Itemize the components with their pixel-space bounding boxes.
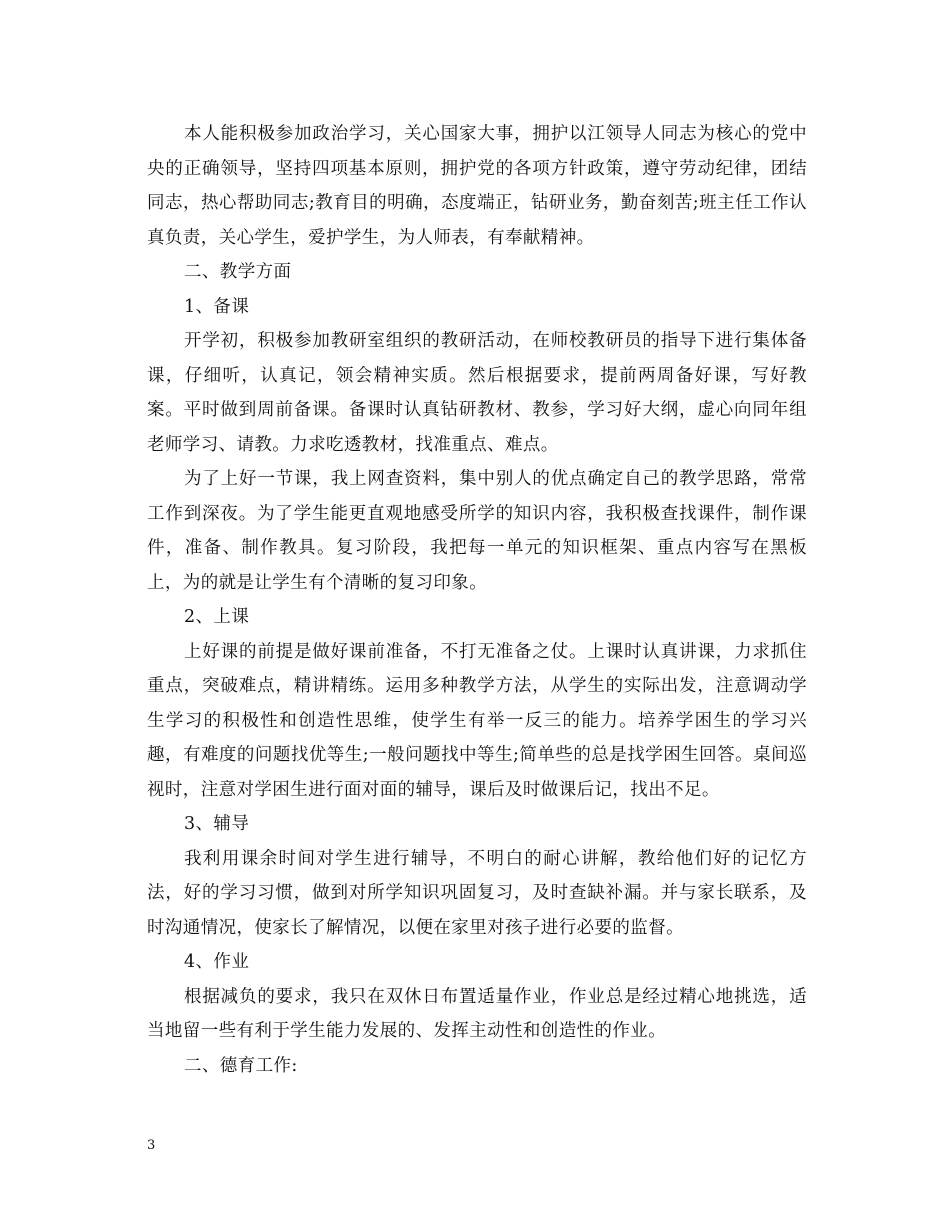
page-number: 3 xyxy=(147,1138,156,1153)
paragraph-lesson-prep: 开学初，积极参加教研室组织的教研活动，在师校教研员的指导下进行集体备课，仔细听，认真记，领会精神实质。然后根据要求，提前两周备好课，写好教案。平时做到周前备课。备课时认真钻研教材、教参，学习好大纲，虚心向同年组老师学习、请教。力求吃透教材，找准重点、难点。 xyxy=(147,331,807,455)
paragraph-tutoring: 我利用课余时间对学生进行辅导，不明白的耐心讲解，教给他们好的记忆方法，好的学习习惯，做到对所学知识巩固复习，及时查缺补漏。并与家长联系，及时沟通情况，使家长了解情况，以便在家里对孩子进行必要的监督。 xyxy=(147,848,807,938)
heading-class: 2、上课 xyxy=(184,607,250,627)
document-body xyxy=(147,117,807,1083)
heading-homework: 4、作业 xyxy=(184,952,250,972)
heading-tutoring: 3、辅导 xyxy=(184,814,250,834)
heading-lesson-prep: 1、备课 xyxy=(184,296,250,317)
paragraph-courseware: 为了上好一节课，我上网查资料，集中别人的优点确定自己的教学思路，常常工作到深夜。为了学生能更直观地感受所学的知识内容，我积极查找课件，制作课件，准备、制作教具。复习阶段，我把每一单元的知识框架、重点内容写在黑板上，为的就是让学生有个清晰的复习印象。 xyxy=(147,469,807,593)
paragraph-class: 上好课的前提是做好课前准备，不打无准备之仗。上课时认真讲课，力求抓住重点，突破难点，精讲精练。运用多种教学方法，从学生的实际出发，注意调动学生学习的积极性和创造性思维，使学生有举一反三的能力。培养学困生的学习兴趣，有难度的问题找优等生;一般问题找中等生;简单些的总是找学困生回答。桌间巡视时，注意对学困生进行面对面的辅导，课后及时做课后记，找出不足。 xyxy=(147,641,807,800)
paragraph-homework: 根据减负的要求，我只在双休日布置适量作业，作业总是经过精心地挑选，适当地留一些有利于学生能力发展的、发挥主动性和创造性的作业。 xyxy=(147,986,807,1041)
heading-moral-education: 二、德育工作: xyxy=(184,1055,298,1076)
heading-teaching: 二、教学方面 xyxy=(184,262,292,282)
paragraph-political-study: 本人能积极参加政治学习，关心国家大事，拥护以江领导人同志为核心的党中央的正确领导，坚持四项基本原则，拥护党的各项方针政策，遵守劳动纪律，团结同志，热心帮助同志;教育目的明确，态度端正，钻研业务，勤奋刻苦;班主任工作认真负责，关心学生，爱护学生，为人师表，有奉献精神。 xyxy=(147,124,807,248)
